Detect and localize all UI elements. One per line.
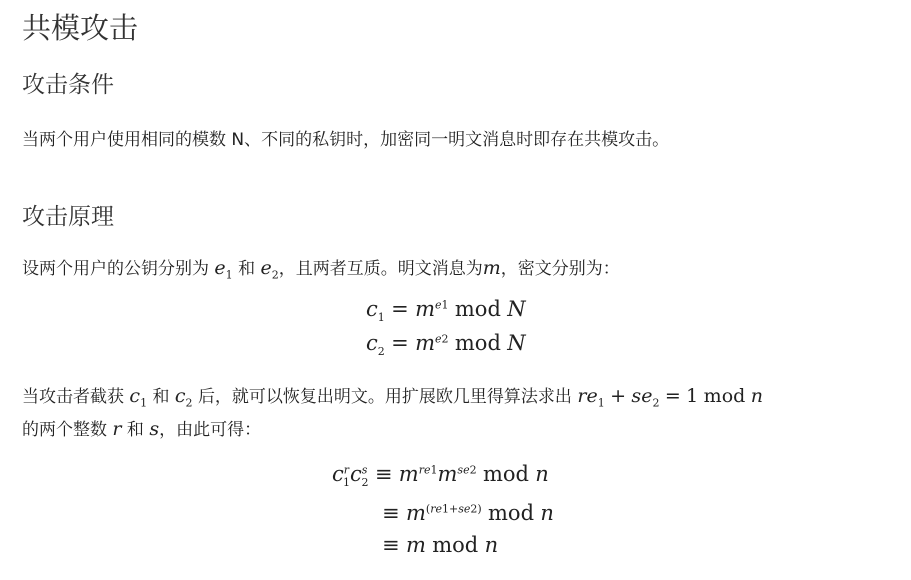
page-title: 共模攻击 <box>22 11 139 45</box>
equation-step-3: ≡ m mod n <box>382 533 499 557</box>
equation-step-2: ≡ $m^{(re1+se2)}$ mod n <box>382 501 554 525</box>
equation-step-1: $c^r_1c^s_2 \equiv m^{re1}m^{se2}$ mod n <box>332 462 549 489</box>
equation-c2: $c_2 = m^{e2}$ mod N <box>366 331 526 358</box>
principle-paragraph-3: 的两个整数 r 和 s，由此可得： <box>22 418 262 440</box>
section-heading-principle: 攻击原理 <box>22 204 114 230</box>
principle-paragraph-2: 当攻击者截获 $c_1$ 和 $c_2$ 后，就可以恢复出明文。用扩展欧几里得算法求出 $re_1 + se_2 = 1$ mod n <box>22 385 763 410</box>
equation-c1: $c_1 = m^{e1}$ mod N <box>366 297 526 324</box>
principle-paragraph-1: 设两个用户的公钥分别为 $e_1$ 和 $e_2$，且两者互质。明文消息为m，密文分别为： <box>22 257 620 282</box>
conditions-paragraph: 当两个用户使用相同的模数 N、不同的私钥时，加密同一明文消息时即存在共模攻击。 <box>22 130 670 150</box>
section-heading-conditions: 攻击条件 <box>22 72 114 98</box>
